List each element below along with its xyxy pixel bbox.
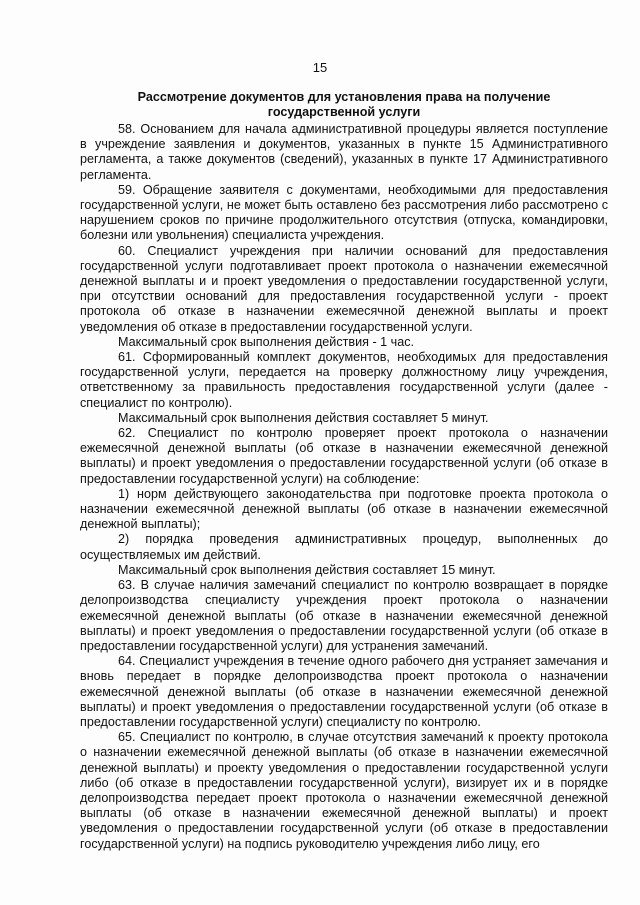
paragraph-time-limit-1-hour: Максимальный срок выполнения действия - 1 час. [118,334,415,349]
paragraph-61: 61. Сформированный комплект документов, необходимых для предоставления государственной услуги, передается на проверку должностному лицу учреждения, ответственному за правильность предоставления государственной услуги (далее - специалист по контролю). [80,350,608,410]
paragraph-62: 62. Специалист по контролю проверяет проект протокола о назначении ежемесячной денежной выплаты (об отказе в назначении ежемесячной денежной выплаты) и проект уведомления о предоставлении государственной услуги (об отказе в предоставлении государственной услуги) на соблюдение: [80,426,608,486]
paragraph-60: 60. Специалист учреждения при наличии оснований для предоставления государственной услуги подготавливает проект протокола о назначении ежемесячной денежной выплаты и и проект уведомления о предоставлении государственной услуги, при отсутствии оснований для предоставления государственной услуги - проект протокола об отказе в назначении ежемесячной денежной выплаты и проект уведомления об отказе в предоставлении государственной услуги. [80,243,608,334]
section-title-line-2: государственной услуги [267,105,421,119]
section-title-line-1: Рассмотрение документов для установления права на получение [137,90,551,104]
document-body [80,90,608,852]
paragraph-58: 58. Основанием для начала административной процедуры является поступление в учреждение заявления и документов, указанных в пункте 15 Административного регламента, а также документов (сведений), указанных в пункте 17 Административного регламента. [80,122,608,182]
paragraph-65: 65. Специалист по контролю, в случае отсутствия замечаний к проекту протокола о назначении ежемесячной денежной выплаты (об отказе в назначении ежемесячной денежной выплаты) и проекту уведомления о предоставлении государственной услуги либо (об отказе в предоставлении государственной услуги), визирует их и в порядке делопроизводства передает проект протокола о назначении ежемесячной денежной выплаты (об отказе в назначении ежемесячной денежной выплаты) и проект уведомления о предоставлении государственной услуги (об отказе в предоставлении государственной услуги) на подпись руководителю учреждения либо лицу, его [80,730,608,851]
paragraph-63: 63. В случае наличия замечаний специалист по контролю возвращает в порядке делопроизводства специалисту учреждения проект протокола о назначении ежемесячной денежной выплаты (об отказе в назначении ежемесячной денежной выплаты) и проект уведомления о предоставлении государственной услуги (об отказе в предоставлении государственной услуги) для устранения замечаний. [80,578,608,653]
page-number: 15 [312,60,328,75]
section-title [80,90,608,120]
paragraph-time-limit-15-minutes: Максимальный срок выполнения действия составляет 15 минут. [118,562,496,577]
paragraph-62-item-2: 2) порядка проведения административных процедур, выполненных до осуществляемых им действий. [80,532,608,562]
paragraph-62-item-1: 1) норм действующего законодательства при подготовке проекта протокола о назначении ежемесячной денежной выплаты (об отказе в назначении ежемесячной денежной выплаты); [80,486,608,532]
paragraph-59: 59. Обращение заявителя с документами, необходимыми для предоставления государственной услуги, не может быть оставлено без рассмотрения либо рассмотрено с нарушением сроков по причине продолжительного отсутствия (отпуска, командировки, болезни или увольнения) специалиста учреждения. [80,182,608,243]
paragraph-time-limit-5-minutes: Максимальный срок выполнения действия составляет 5 минут. [118,410,489,425]
paragraph-64: 64. Специалист учреждения в течение одного рабочего дня устраняет замечания и вновь передает в порядке делопроизводства проект протокола о назначении ежемесячной денежной выплаты (об отказе в назначении ежемесячной денежной выплаты) и проект уведомления о предоставлении государственной услуги (об отказе в предоставлении государственной услуги) специалисту по контролю. [80,654,608,729]
